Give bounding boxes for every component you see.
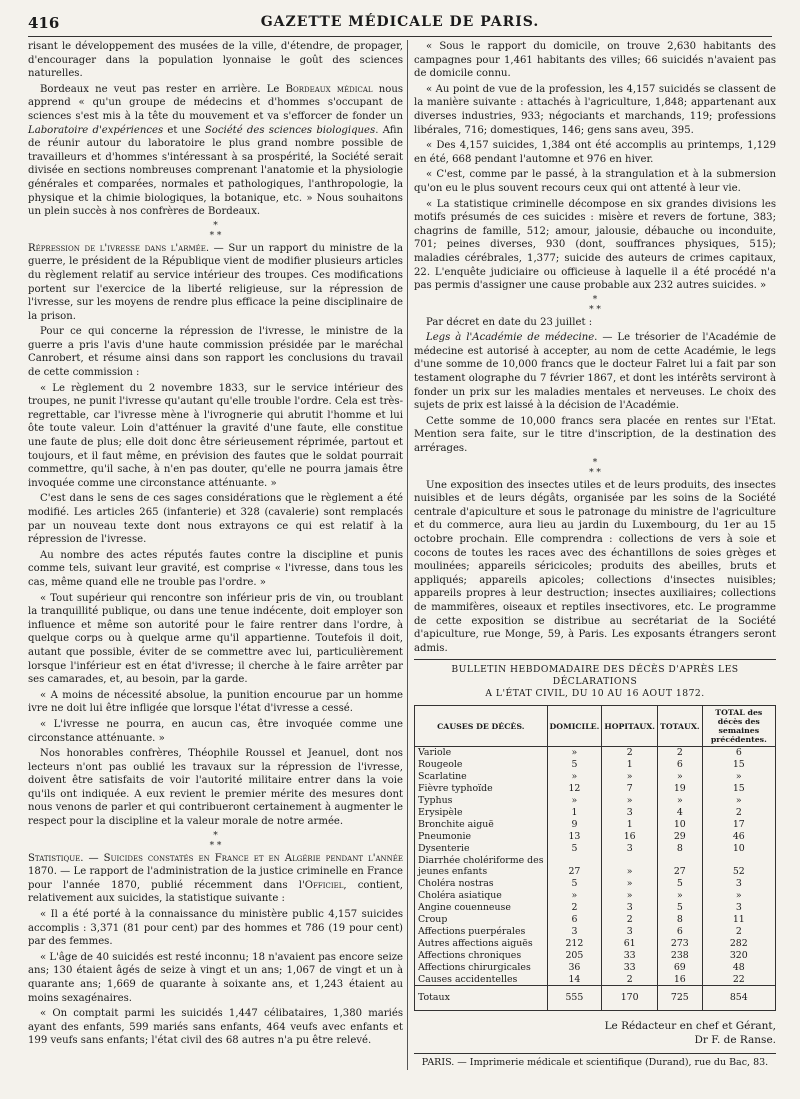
cell-domicile: 27: [547, 866, 602, 878]
table-row: [415, 771, 776, 783]
paragraph: Pour ce qui concerne la répression de l'ivresse, le ministre de la guerre a pris l'avis d'une haute commission présidée par le maréchal Canrobert, et résume ainsi dans son rapport les conclusions du travail de cette commission :: [28, 326, 403, 379]
cell-totaux: »: [658, 771, 703, 783]
table-row: [415, 819, 776, 831]
cell-hopitaux: 7: [602, 783, 658, 795]
paragraph-ivresse: Répression de l'ivresse dans l'armée. — Sur un rapport du ministre de la guerre, le président de la République vient de modifier plusieurs articles du règlement relatif au service intérieur des troupes. Ces modifications portent sur l'exercice de la liberté religieuse, sur la répression de l'ivresse, sur les moyens de rendre plus efficace la peine disciplinaire de la prison.: [28, 242, 403, 322]
cell-prev: 6: [702, 747, 775, 759]
cell-totaux: 8: [658, 914, 703, 926]
table-row: [415, 866, 776, 878]
cell-cause: Affections puerpérales: [415, 926, 548, 938]
cell-cause: Angine couenneuse: [415, 902, 548, 914]
cell-prev: 15: [702, 759, 775, 771]
cell-hopitaux: »: [602, 771, 658, 783]
signature: [414, 1019, 776, 1047]
table-row: [415, 855, 776, 867]
cell-cause: jeunes enfants: [415, 866, 548, 878]
cell-domicile: 6: [547, 914, 602, 926]
paragraph: Par décret en date du 23 juillet :: [426, 316, 593, 328]
table-row: [415, 926, 776, 938]
paragraph: « Au point de vue de la profession, les 4,157 suicidés se classent de la manière suivante : attachés à l'agriculture, 1,848; appartenant aux diverses industries, 933; négociants et marchands, 119; professions libérales, 716; domestiques, 146; gens sans aveu, 395.: [414, 83, 776, 136]
cell-hopitaux: 61: [602, 938, 658, 950]
header-hopitaux: HOPITAUX.: [602, 706, 658, 747]
cell-domicile: »: [547, 890, 602, 902]
cell-cause: Affections chroniques: [415, 950, 548, 962]
section-separator: * * *: [589, 294, 601, 315]
cell-prev: 3: [702, 878, 775, 890]
cell-domicile: 5: [547, 843, 602, 855]
cell-totaux: 5: [658, 878, 703, 890]
cell-cause: Typhus: [415, 795, 548, 807]
cell-totaux: 2: [658, 747, 703, 759]
cell-prev: 22: [702, 974, 775, 986]
cell-totaux: 273: [658, 938, 703, 950]
table-row: [415, 795, 776, 807]
cell-prev: 48: [702, 962, 775, 974]
paragraph: Nos honorables confrères, Théophile Roussel et Jeanuel, dont nos lecteurs n'ont pas oublié les travaux sur la répression de l'ivresse, doivent être satisfaits de voir l'autorité militaire entrer dans la voie qu'ils ont indiquée. A eux revient le premier mérite des mesures dont nous venons de parler et qui contribueront certainement à augmenter le respect pour la discipline et la valeur morale de notre armée.: [28, 748, 403, 828]
cell-prev: 46: [702, 831, 775, 843]
cell-prev: 52: [702, 866, 775, 878]
cell-domicile: »: [547, 771, 602, 783]
cell-domicile: »: [547, 747, 602, 759]
cell-domicile: [547, 855, 602, 867]
cell-domicile: »: [547, 795, 602, 807]
cell-hopitaux: 170: [602, 986, 658, 1011]
cell-hopitaux: 33: [602, 950, 658, 962]
cell-cause: Choléra nostras: [415, 878, 548, 890]
cell-prev: 15: [702, 783, 775, 795]
signature-line: Le Rédacteur en chef et Gérant,: [604, 1020, 776, 1033]
cell-totaux: 69: [658, 962, 703, 974]
death-table: [414, 705, 776, 1011]
cell-prev: 11: [702, 914, 775, 926]
cell-totaux: 6: [658, 759, 703, 771]
paragraph: « A moins de nécessité absolue, la punition encourue par un homme ivre ne doit lui être infligée que lorsque l'état d'ivresse a cessé.: [28, 689, 403, 715]
cell-domicile: 13: [547, 831, 602, 843]
cell-hopitaux: 2: [602, 747, 658, 759]
cell-hopitaux: 3: [602, 807, 658, 819]
cell-domicile: 205: [547, 950, 602, 962]
cell-hopitaux: 3: [602, 843, 658, 855]
table-row: [415, 878, 776, 890]
cell-prev: 2: [702, 807, 775, 819]
header-cause: CAUSES DE DÉCÈS.: [415, 706, 548, 747]
cell-totaux: 29: [658, 831, 703, 843]
cell-cause: Totaux: [415, 986, 548, 1011]
cell-hopitaux: »: [602, 878, 658, 890]
header-totaux: TOTAUX.: [658, 706, 703, 747]
paragraph: « Tout supérieur qui rencontre son inférieur pris de vin, ou troublant la tranquillité publique, ou dans une tenue indécente, doit employer son influence et même son autorité pour le faire rentrer dans l'ordre, à quelque corps ou à quelque arme qu'il appartienne. Toutefois il doit, autant que possible, éviter de se commettre avec lui, particulièrement lorsque l'inférieur est en état d'ivresse; il cherche à le faire arrêter par ses camarades, et, au besoin, par la garde.: [28, 592, 403, 686]
cell-domicile: 212: [547, 938, 602, 950]
death-bulletin: [414, 659, 776, 1011]
paragraph-statistique: Statistique. — Suicides constatés en France et en Algérie pendant l'année 1870. — Le rapport de l'administration de la justice criminelle en France pour l'année 1870, publié récemment dans l'Officiel, contient, relativement aux suicides, la statistique suivante :: [28, 852, 403, 905]
cell-totaux: 10: [658, 819, 703, 831]
left-column: [28, 40, 403, 1050]
cell-cause: Bronchite aiguë: [415, 819, 548, 831]
cell-hopitaux: 2: [602, 974, 658, 986]
cell-totaux: »: [658, 890, 703, 902]
table-row: [415, 807, 776, 819]
imprint: PARIS. — Imprimerie médicale et scientifique (Durand), rue du Bac, 83.: [414, 1053, 776, 1068]
paragraph: « Le règlement du 2 novembre 1833, sur le service intérieur des troupes, ne punit l'ivresse qu'autant qu'elle trouble l'ordre. Cela est très-regrettable, car l'ivresse mène à l'ivrognerie qui abrutit l'homme et lui ôte toute valeur. Loin d'atténuer la gravité d'une faute, elle constitue une faute de plus; elle doit donc être sérieusement réprimée, partout et toujours, et il faut même, en prévision des fautes que le soldat pourrait commettre, qu'il sache, à n'en pas douter, qu'elle ne pourra jamais être invoquée comme une circonstance atténuante. »: [28, 382, 403, 489]
table-row: [415, 962, 776, 974]
cell-hopitaux: 16: [602, 831, 658, 843]
cell-totaux: »: [658, 795, 703, 807]
table-row: [415, 950, 776, 962]
cell-prev: 320: [702, 950, 775, 962]
journal-title: GAZETTE MÉDICALE DE PARIS.: [260, 14, 540, 30]
page-header: [28, 10, 772, 37]
paragraph: « Il a été porté à la connaissance du ministère public 4,157 suicides accomplis : 3,371 (81 pour cent) par des hommes et 786 (19 pour cent) par des femmes.: [28, 909, 403, 948]
paragraph: « C'est, comme par le passé, à la strangulation et à la submersion qu'on eu le plus souvent recours ceux qui ont attenté à leur vie.: [414, 169, 776, 194]
header-total-prev: TOTAL des décès des semaines précédentes.: [702, 706, 775, 747]
signature-name: Dr F. de Ranse.: [694, 1034, 776, 1047]
cell-cause: Choléra asiatique: [415, 890, 548, 902]
cell-totaux: 27: [658, 866, 703, 878]
header-domicile: DOMICILE.: [547, 706, 602, 747]
section-separator: * * *: [589, 457, 601, 478]
cell-hopitaux: 3: [602, 926, 658, 938]
cell-totaux: 6: [658, 926, 703, 938]
paragraph: Au nombre des actes réputés fautes contre la discipline et punis comme tels, suivant leur gravité, est comprise « l'ivresse, dans tous les cas, même quand elle ne trouble pas l'ordre. »: [28, 549, 403, 588]
table-total-row: [415, 986, 776, 1011]
table-row: [415, 759, 776, 771]
cell-prev: »: [702, 795, 775, 807]
cell-cause: Rougeole: [415, 759, 548, 771]
cell-prev: 854: [702, 986, 775, 1011]
cell-totaux: 725: [658, 986, 703, 1011]
cell-cause: Scarlatine: [415, 771, 548, 783]
cell-hopitaux: 2: [602, 914, 658, 926]
paragraph: Une exposition des insectes utiles et de leurs produits, des insectes nuisibles et de leurs dégâts, organisée par les soins de la Société centrale d'apiculture et sous le patronage du ministre de l'agriculture et du commerce, aura lieu au jardin du Luxembourg, du 1er au 15 octobre prochain. Elle comprendra : collections de vers à soie et cocons de toutes les races avec des échantillons de soies grèges et moulinées; appareils séricicoles; produits des abeilles, bruts et appliqués; appareils apicoles; collections d'insectes nuisibles; appareils propres à leur destruction; insectes auxiliaires; collections de mammifères, oiseaux et reptiles insectivores, etc. Le programme de cette exposition se distribue au secrétariat de la Société d'apiculture, rue Monge, 59, à Paris. Les exposants étrangers seront admis.: [414, 479, 776, 654]
bulletin-title-2: A L'ÉTAT CIVIL, DU 10 AU 16 AOUT 1872.: [485, 688, 705, 700]
cell-prev: 282: [702, 938, 775, 950]
paragraph: Cette somme de 10,000 francs sera placée en rentes sur l'Etat. Mention sera faite, sur le titre d'inscription, de la destination des arrérages.: [414, 415, 776, 455]
table-row: [415, 747, 776, 759]
paragraph: C'est dans le sens de ces sages considérations que le règlement a été modifié. Les articles 265 (infanterie) et 328 (cavalerie) sont remplacés par un nouveau texte dont nous extrayons ce qui est relatif à la répression de l'ivresse.: [28, 493, 403, 546]
cell-totaux: 4: [658, 807, 703, 819]
cell-prev: [702, 855, 775, 867]
cell-hopitaux: [602, 855, 658, 867]
table-row: [415, 783, 776, 795]
paragraph-bordeaux: Bordeaux ne veut pas rester en arrière. Le Bordeaux médical nous apprend « qu'un groupe de médecins et d'hommes s'occupant de sciences s'est mis à la tête du mouvement et va s'efforcer de fonder un Laboratoire d'expériences et une Société des sciences biologiques. Afin de réunir autour du laboratoire le plus grand nombre possible de travailleurs et d'hommes s'intéressant à sa prospérité, la Société serait divisée en sections nombreuses comprenant l'anatomie et la physiologie générales et comparées, normales et pathologiques, l'anthropologie, la physique et la chimie biologiques, la botanique, etc. » Nous souhaitons un plein succès à nos confrères de Bordeaux.: [28, 83, 403, 218]
right-column: [414, 40, 776, 1068]
cell-prev: 2: [702, 926, 775, 938]
cell-domicile: 14: [547, 974, 602, 986]
paragraph: « L'âge de 40 suicidés est resté inconnu; 18 n'avaient pas encore seize ans; 130 étaient âgés de seize à vingt et un ans; 1,067 de vingt et un à quarante ans; 1,669 de quarante à soixante ans, et 1,243 étaient au moins sexagénaires.: [28, 951, 403, 1004]
cell-prev: 3: [702, 902, 775, 914]
cell-prev: 10: [702, 843, 775, 855]
page-number: 416: [28, 14, 60, 32]
cell-prev: 17: [702, 819, 775, 831]
paragraph: « Sous le rapport du domicile, on trouve 2,630 habitants des campagnes pour 1,461 habitants des villes; 66 suicidés n'avaient pas de domicile connu.: [414, 41, 776, 80]
cell-prev: »: [702, 890, 775, 902]
cell-cause: Croup: [415, 914, 548, 926]
cell-hopitaux: 3: [602, 902, 658, 914]
cell-hopitaux: 1: [602, 819, 658, 831]
cell-cause: Fièvre typhoïde: [415, 783, 548, 795]
cell-totaux: 16: [658, 974, 703, 986]
cell-hopitaux: 33: [602, 962, 658, 974]
cell-totaux: 238: [658, 950, 703, 962]
cell-domicile: 12: [547, 783, 602, 795]
cell-cause: Autres affections aiguës: [415, 938, 548, 950]
paragraph: « On comptait parmi les suicidés 1,447 célibataires, 1,380 mariés ayant des enfants, 599 mariés sans enfants, 464 veufs avec enfants et 199 veufs sans enfants; l'état civil des 68 autres n'a pu être relevé.: [28, 1008, 403, 1047]
table-row: [415, 974, 776, 986]
table-row: [415, 890, 776, 902]
cell-cause: Causes accidentelles: [415, 974, 548, 986]
paragraph: « L'ivresse ne pourra, en aucun cas, être invoquée comme une circonstance atténuante. »: [28, 718, 403, 744]
column-divider: [407, 40, 408, 1070]
paragraph-legs: Legs à l'Académie de médecine. — Le trésorier de l'Académie de médecine est autorisé à accepter, au nom de cette Académie, le legs d'une somme de 10,000 francs que le docteur Falret lui a fait par son testament olographe du 7 février 1867, et dont les intérêts serviront à fonder un prix sur les maladies mentales et nerveuses. Le choix des sujets de prix est laissé à la décision de l'Académie.: [414, 332, 777, 412]
section-separator: * * *: [209, 830, 222, 851]
cell-cause: Erysipèle: [415, 807, 548, 819]
cell-totaux: 8: [658, 843, 703, 855]
cell-cause: Pneumonie: [415, 831, 548, 843]
cell-domicile: 3: [547, 926, 602, 938]
cell-hopitaux: 1: [602, 759, 658, 771]
cell-totaux: 19: [658, 783, 703, 795]
cell-domicile: 9: [547, 819, 602, 831]
cell-domicile: 5: [547, 878, 602, 890]
cell-cause: Affections chirurgicales: [415, 962, 548, 974]
cell-domicile: 5: [547, 759, 602, 771]
table-row: [415, 938, 776, 950]
cell-cause: Variole: [415, 747, 548, 759]
paragraph: risant le développement des musées de la ville, d'étendre, de propager, d'encourager dans la population lyonnaise le goût des sciences naturelles.: [28, 41, 403, 80]
bulletin-title-1: BULLETIN HEBDOMADAIRE DES DÉCÈS D'APRÈS LES DÉCLARATIONS: [451, 664, 739, 688]
cell-domicile: 1: [547, 807, 602, 819]
section-separator: * * *: [209, 220, 222, 241]
cell-totaux: [658, 855, 703, 867]
cell-hopitaux: »: [602, 890, 658, 902]
table-row: [415, 843, 776, 855]
cell-domicile: 2: [547, 902, 602, 914]
cell-totaux: 5: [658, 902, 703, 914]
table-body: [415, 747, 776, 1011]
table-row: [415, 902, 776, 914]
cell-hopitaux: »: [602, 795, 658, 807]
table-row: [415, 831, 776, 843]
cell-domicile: 36: [547, 962, 602, 974]
paragraph: « Des 4,157 suicides, 1,384 ont été accomplis au printemps, 1,129 en été, 668 pendant l'automne et 976 en hiver.: [414, 140, 776, 165]
cell-cause: Dysenterie: [415, 843, 548, 855]
cell-hopitaux: »: [602, 866, 658, 878]
cell-cause: Diarrhée cholériforme des: [415, 855, 548, 867]
cell-domicile: 555: [547, 986, 602, 1011]
cell-prev: »: [702, 771, 775, 783]
paragraph: « La statistique criminelle décompose en six grandes divisions les motifs présumés de ces suicides : misère et revers de fortune, 383; chagrins de famille, 512; amour, jalousie, débauche ou inconduite, 701; peines diverses, 930 (dont, souffrances physiques, 515); maladies cérébrales, 1,377; suicide des auteurs de crimes capitaux, 22. L'enquête judiciaire ou officieuse à laquelle il a été procédé n'a pas permis d'assigner une cause probable aux 232 autres suicides. »: [414, 198, 776, 292]
table-row: [415, 914, 776, 926]
